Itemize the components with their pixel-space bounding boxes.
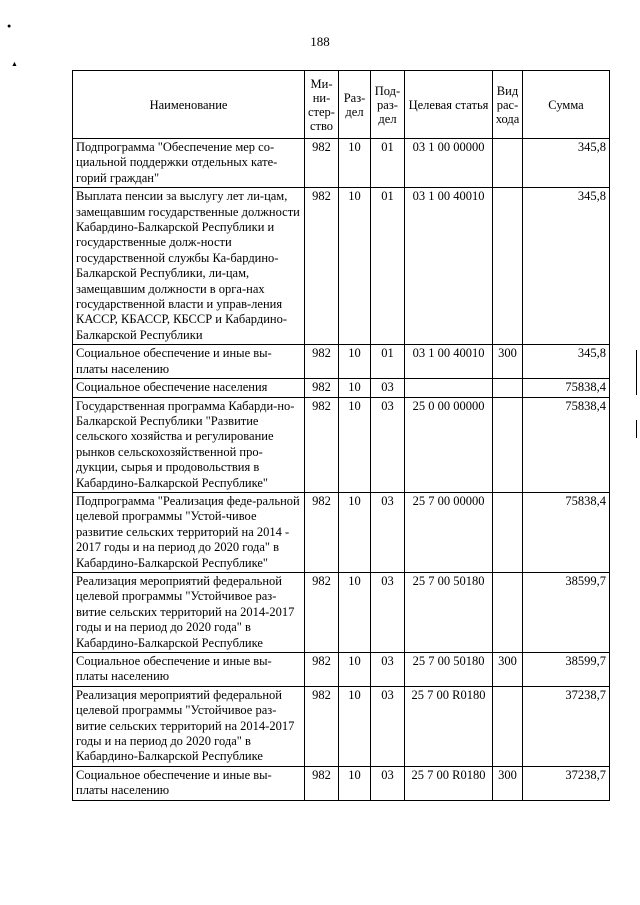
cell-section: 10 (339, 572, 371, 652)
budget-table (72, 70, 610, 801)
cell-sum: 37238,7 (523, 686, 610, 766)
cell-sum: 38599,7 (523, 572, 610, 652)
cell-sum: 75838,4 (523, 492, 610, 572)
cell-subsection: 03 (371, 653, 405, 687)
header-ministry: Ми-ни-стер-ство (305, 71, 339, 139)
table-row (73, 139, 610, 188)
cell-subsection: 03 (371, 686, 405, 766)
cell-section: 10 (339, 492, 371, 572)
cell-kind (493, 379, 523, 397)
cell-section: 10 (339, 139, 371, 188)
cell-section: 10 (339, 379, 371, 397)
cell-target: 03 1 00 00000 (405, 139, 493, 188)
page-number: 188 (310, 34, 330, 49)
table-row (73, 397, 610, 492)
cell-sum: 345,8 (523, 188, 610, 345)
header-kind: Вид рас-хода (493, 71, 523, 139)
cell-subsection: 03 (371, 572, 405, 652)
cell-section: 10 (339, 188, 371, 345)
header-target: Целевая статья (405, 71, 493, 139)
table-row (73, 492, 610, 572)
cell-kind: 300 (493, 345, 523, 379)
header-subsection: Под-раз-дел (371, 71, 405, 139)
cell-section: 10 (339, 345, 371, 379)
cell-name: Государственная программа Кабарди-но-Балкарской Республики "Развитие сельского хозяйства и регулирование рынков сельскохозяйственной про-дукции, сырья и продовольствия в Кабардино-Балкарской Республике" (73, 397, 305, 492)
cell-target (405, 379, 493, 397)
cell-section: 10 (339, 766, 371, 800)
cell-section: 10 (339, 653, 371, 687)
cell-ministry: 982 (305, 379, 339, 397)
cell-kind (493, 686, 523, 766)
header-section: Раз-дел (339, 71, 371, 139)
scan-edge-line (636, 420, 637, 438)
cell-target: 25 7 00 50180 (405, 572, 493, 652)
cell-subsection: 01 (371, 139, 405, 188)
cell-kind (493, 139, 523, 188)
cell-subsection: 03 (371, 766, 405, 800)
cell-target: 25 7 00 50180 (405, 653, 493, 687)
cell-name: Социальное обеспечение и иные вы-платы населению (73, 345, 305, 379)
table-row (73, 345, 610, 379)
cell-ministry: 982 (305, 397, 339, 492)
cell-sum: 38599,7 (523, 653, 610, 687)
cell-name: Социальное обеспечение и иные вы-платы населению (73, 653, 305, 687)
header-name: Наименование (73, 71, 305, 139)
cell-target: 25 7 00 00000 (405, 492, 493, 572)
cell-subsection: 01 (371, 345, 405, 379)
cell-kind (493, 397, 523, 492)
cell-subsection: 03 (371, 492, 405, 572)
cell-name: Социальное обеспечение населения (73, 379, 305, 397)
cell-sum: 345,8 (523, 345, 610, 379)
cell-name: Социальное обеспечение и иные вы-платы населению (73, 766, 305, 800)
cell-kind (493, 492, 523, 572)
cell-ministry: 982 (305, 686, 339, 766)
cell-kind (493, 188, 523, 345)
cell-subsection: 03 (371, 379, 405, 397)
cell-ministry: 982 (305, 766, 339, 800)
cell-name: Подпрограмма "Реализация феде-ральной целевой программы "Устой-чивое развитие сельских территорий на 2014 - 2017 годы и на период до 2020 года" в Кабардино-Балкарской Республике" (73, 492, 305, 572)
cell-ministry: 982 (305, 572, 339, 652)
table-body (73, 139, 610, 801)
cell-subsection: 03 (371, 397, 405, 492)
cell-kind: 300 (493, 653, 523, 687)
cell-target: 25 7 00 R0180 (405, 686, 493, 766)
header-sum: Сумма (523, 71, 610, 139)
margin-dot: ● (7, 22, 12, 30)
cell-target: 03 1 00 40010 (405, 188, 493, 345)
cell-section: 10 (339, 686, 371, 766)
table-row (73, 653, 610, 687)
cell-name: Реализация мероприятий федеральной целевой программы "Устойчивое раз-витие сельских территорий на 2014-2017 годы и на период до 2020 года" в Кабардино-Балкарской Республике (73, 686, 305, 766)
cell-target: 25 7 00 R0180 (405, 766, 493, 800)
cell-ministry: 982 (305, 492, 339, 572)
cell-section: 10 (339, 397, 371, 492)
table-row (73, 572, 610, 652)
cell-sum: 75838,4 (523, 397, 610, 492)
cell-ministry: 982 (305, 345, 339, 379)
cell-name: Подпрограмма "Обеспечение мер со-циальной поддержки отдельных кате-горий граждан" (73, 139, 305, 188)
scan-edge-line (636, 350, 637, 395)
cell-ministry: 982 (305, 653, 339, 687)
cell-sum: 345,8 (523, 139, 610, 188)
cell-sum: 37238,7 (523, 766, 610, 800)
table-row (73, 686, 610, 766)
cell-target: 03 1 00 40010 (405, 345, 493, 379)
margin-dot: ▲ (11, 60, 18, 68)
cell-ministry: 982 (305, 188, 339, 345)
table-row (73, 379, 610, 397)
cell-ministry: 982 (305, 139, 339, 188)
cell-target: 25 0 00 00000 (405, 397, 493, 492)
table-row (73, 188, 610, 345)
cell-kind: 300 (493, 766, 523, 800)
cell-sum: 75838,4 (523, 379, 610, 397)
cell-name: Реализация мероприятий федеральной целевой программы "Устойчивое раз-витие сельских территорий на 2014-2017 годы и на период до 2020 года" в Кабардино-Балкарской Республике (73, 572, 305, 652)
table-row (73, 766, 610, 800)
cell-name: Выплата пенсии за выслугу лет ли-цам, замещавшим государственные должности Кабардино-Балкарской Республики и государственные долж-ности государственной службы Ка-бардино-Балкарской Республики, ли-цам, замещавшим должности в орга-нах государственной власти и управ-ления КАССР, КБАССР, КБССР и Кабардино-Балкарской Республики (73, 188, 305, 345)
cell-kind (493, 572, 523, 652)
cell-subsection: 01 (371, 188, 405, 345)
